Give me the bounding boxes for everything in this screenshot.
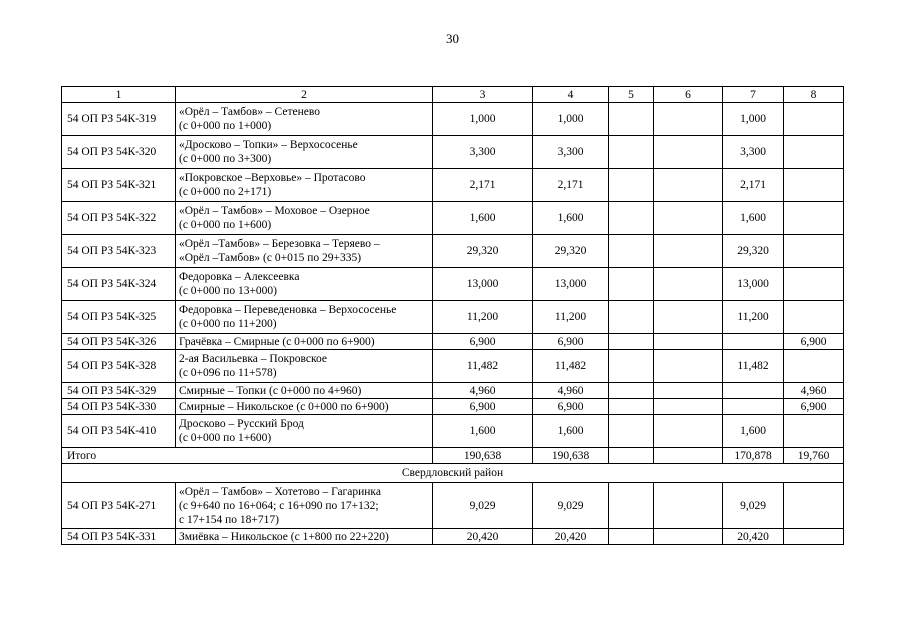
- road-name-line: (с 0+000 по 1+600): [179, 219, 272, 231]
- value-cell-c3: 1,000: [433, 103, 533, 136]
- road-code: 54 ОП РЗ 54К-325: [62, 301, 176, 334]
- value-cell-c8: [784, 529, 844, 545]
- value-cell-c7: [723, 399, 784, 415]
- value-cell-c3: 1,600: [433, 415, 533, 448]
- road-name: [176, 350, 433, 383]
- value-cell-c3: 1,600: [433, 202, 533, 235]
- table-row: [62, 334, 844, 350]
- road-name: [176, 483, 433, 529]
- value-cell-c5: [609, 334, 654, 350]
- value-cell-c6: [654, 399, 723, 415]
- value-cell-c8: [784, 169, 844, 202]
- value-cell-c7: [723, 334, 784, 350]
- value-cell-c4: 11,482: [533, 350, 609, 383]
- road-name: [176, 235, 433, 268]
- header-row: [62, 87, 844, 103]
- value-cell-c8: 6,900: [784, 334, 844, 350]
- col-header: 6: [654, 87, 723, 103]
- value-cell-c6: [654, 169, 723, 202]
- value-cell-c5: [609, 483, 654, 529]
- value-cell-c7: 11,200: [723, 301, 784, 334]
- value-cell-c8: [784, 202, 844, 235]
- value-cell-c7: [723, 383, 784, 399]
- value-cell-c8: [784, 415, 844, 448]
- page-number: 30: [446, 31, 459, 46]
- value-cell-c8: 4,960: [784, 383, 844, 399]
- value-cell-c4: 29,320: [533, 235, 609, 268]
- value-cell-c7: 20,420: [723, 529, 784, 545]
- value-cell-c4: 6,900: [533, 399, 609, 415]
- value-cell-c7: 1,600: [723, 202, 784, 235]
- value-cell-c6: [654, 103, 723, 136]
- road-name-line: Дросково – Русский Брод: [179, 418, 304, 430]
- value-cell-c5: [609, 235, 654, 268]
- road-name-line: (с 0+000 по 3+300): [179, 153, 272, 165]
- road-name-line: с 17+154 по 18+717): [179, 513, 279, 526]
- value-cell-c3: 11,482: [433, 350, 533, 383]
- road-code: 54 ОП РЗ 54К-319: [62, 103, 176, 136]
- value-cell-c3: 13,000: [433, 268, 533, 301]
- table-row: [62, 202, 844, 235]
- total-c5: [609, 448, 654, 464]
- road-name-line: Грачёвка – Смирные (с 0+000 по 6+900): [179, 335, 375, 348]
- value-cell-c7: 2,171: [723, 169, 784, 202]
- section-row: [62, 464, 844, 483]
- value-cell-c8: [784, 350, 844, 383]
- road-code: 54 ОП РЗ 54К-322: [62, 202, 176, 235]
- road-code: 54 ОП РЗ 54К-326: [62, 334, 176, 350]
- value-cell-c5: [609, 350, 654, 383]
- road-name-line: «Орёл – Тамбов» – Моховое – Озерное: [179, 205, 370, 217]
- value-cell-c3: 6,900: [433, 399, 533, 415]
- value-cell-c5: [609, 169, 654, 202]
- value-cell-c8: [784, 103, 844, 136]
- value-cell-c6: [654, 136, 723, 169]
- road-name-line: (с 0+000 по 11+200): [179, 318, 277, 330]
- value-cell-c4: 3,300: [533, 136, 609, 169]
- total-c7: 170,878: [723, 448, 784, 464]
- road-name: [176, 334, 433, 350]
- value-cell-c3: 2,171: [433, 169, 533, 202]
- value-cell-c3: 20,420: [433, 529, 533, 545]
- road-code: 54 ОП РЗ 54К-410: [62, 415, 176, 448]
- value-cell-c5: [609, 268, 654, 301]
- table-row: [62, 415, 844, 448]
- table-row: [62, 483, 844, 529]
- value-cell-c4: 1,600: [533, 415, 609, 448]
- value-cell-c5: [609, 399, 654, 415]
- value-cell-c3: 4,960: [433, 383, 533, 399]
- col-header: 3: [433, 87, 533, 103]
- road-name: [176, 103, 433, 136]
- col-header: 7: [723, 87, 784, 103]
- value-cell-c8: [784, 268, 844, 301]
- road-name-line: Федоровка – Алексеевка: [179, 271, 300, 283]
- value-cell-c8: [784, 483, 844, 529]
- table-row: [62, 136, 844, 169]
- road-name-line: Федоровка – Переведеновка – Верхососенье: [179, 304, 397, 316]
- col-header: 8: [784, 87, 844, 103]
- value-cell-c6: [654, 350, 723, 383]
- road-name-line: Смирные – Никольское (с 0+000 по 6+900): [179, 400, 389, 413]
- total-c8: 19,760: [784, 448, 844, 464]
- value-cell-c4: 13,000: [533, 268, 609, 301]
- value-cell-c6: [654, 415, 723, 448]
- value-cell-c4: 1,000: [533, 103, 609, 136]
- value-cell-c8: [784, 136, 844, 169]
- road-name-line: (с 0+000 по 13+000): [179, 285, 278, 297]
- road-code: 54 ОП РЗ 54К-329: [62, 383, 176, 399]
- table-row: [62, 399, 844, 415]
- value-cell-c3: 29,320: [433, 235, 533, 268]
- table-row: [62, 350, 844, 383]
- road-name-line: «Орёл –Тамбов» – Березовка – Теряево –: [179, 238, 380, 250]
- road-name: [176, 399, 433, 415]
- table-row: [62, 103, 844, 136]
- road-name-line: «Орёл – Тамбов» – Сетенево: [179, 106, 320, 118]
- value-cell-c5: [609, 383, 654, 399]
- value-cell-c3: 3,300: [433, 136, 533, 169]
- value-cell-c6: [654, 268, 723, 301]
- road-code: 54 ОП РЗ 54К-331: [62, 529, 176, 545]
- col-header: 4: [533, 87, 609, 103]
- value-cell-c7: 13,000: [723, 268, 784, 301]
- value-cell-c4: 20,420: [533, 529, 609, 545]
- value-cell-c8: [784, 235, 844, 268]
- value-cell-c7: 29,320: [723, 235, 784, 268]
- road-name: [176, 268, 433, 301]
- value-cell-c6: [654, 301, 723, 334]
- col-header: 5: [609, 87, 654, 103]
- road-code: 54 ОП РЗ 54К-321: [62, 169, 176, 202]
- value-cell-c6: [654, 235, 723, 268]
- road-name-line: (с 0+000 по 2+171): [179, 186, 272, 198]
- road-name-line: (с 0+000 по 1+600): [179, 432, 272, 444]
- table-row: [62, 169, 844, 202]
- total-c4: 190,638: [533, 448, 609, 464]
- total-row: [62, 448, 844, 464]
- value-cell-c6: [654, 202, 723, 235]
- value-cell-c5: [609, 415, 654, 448]
- value-cell-c6: [654, 334, 723, 350]
- road-name-line: 2-ая Васильевка – Покровское: [179, 353, 328, 365]
- road-name-line: Змиёвка – Никольское (с 1+800 по 22+220): [179, 530, 389, 543]
- road-name-line: (с 0+000 по 1+000): [179, 120, 272, 132]
- road-name-line: Смирные – Топки (с 0+000 по 4+960): [179, 384, 362, 397]
- total-label: Итого: [62, 448, 433, 464]
- table-row: [62, 529, 844, 545]
- table-row: [62, 268, 844, 301]
- value-cell-c7: 11,482: [723, 350, 784, 383]
- road-name-line: «Дросково – Топки» – Верхососенье: [179, 139, 358, 151]
- table-row: [62, 301, 844, 334]
- road-name: [176, 383, 433, 399]
- section-title: Свердловский район: [62, 464, 844, 483]
- road-name: [176, 529, 433, 545]
- total-c3: 190,638: [433, 448, 533, 464]
- road-code: 54 ОП РЗ 54К-328: [62, 350, 176, 383]
- value-cell-c5: [609, 103, 654, 136]
- road-name: [176, 169, 433, 202]
- road-code: 54 ОП РЗ 54К-323: [62, 235, 176, 268]
- value-cell-c3: 6,900: [433, 334, 533, 350]
- road-name-line: «Орёл –Тамбов» (с 0+015 по 29+335): [179, 252, 362, 264]
- value-cell-c5: [609, 301, 654, 334]
- value-cell-c4: 6,900: [533, 334, 609, 350]
- road-code: 54 ОП РЗ 54К-271: [62, 483, 176, 529]
- value-cell-c5: [609, 202, 654, 235]
- road-name: [176, 202, 433, 235]
- value-cell-c7: 9,029: [723, 483, 784, 529]
- value-cell-c8: 6,900: [784, 399, 844, 415]
- table-row: [62, 235, 844, 268]
- road-name: [176, 301, 433, 334]
- value-cell-c4: 1,600: [533, 202, 609, 235]
- road-name: [176, 136, 433, 169]
- total-c6: [654, 448, 723, 464]
- value-cell-c5: [609, 529, 654, 545]
- value-cell-c6: [654, 483, 723, 529]
- value-cell-c4: 11,200: [533, 301, 609, 334]
- col-header: 2: [176, 87, 433, 103]
- value-cell-c4: 4,960: [533, 383, 609, 399]
- table-row: [62, 383, 844, 399]
- col-header: 1: [62, 87, 176, 103]
- value-cell-c7: 1,000: [723, 103, 784, 136]
- roads-table: [61, 86, 844, 545]
- value-cell-c4: 9,029: [533, 483, 609, 529]
- road-code: 54 ОП РЗ 54К-324: [62, 268, 176, 301]
- value-cell-c3: 9,029: [433, 483, 533, 529]
- road-code: 54 ОП РЗ 54К-320: [62, 136, 176, 169]
- road-name-line: «Покровское –Верховье» – Протасово: [179, 172, 366, 184]
- road-name-line: (с 0+096 по 11+578): [179, 367, 277, 379]
- value-cell-c7: 3,300: [723, 136, 784, 169]
- value-cell-c7: 1,600: [723, 415, 784, 448]
- value-cell-c6: [654, 383, 723, 399]
- value-cell-c3: 11,200: [433, 301, 533, 334]
- road-name-line: (с 9+640 по 16+064; с 16+090 по 17+132;: [179, 499, 379, 512]
- road-name: [176, 415, 433, 448]
- road-code: 54 ОП РЗ 54К-330: [62, 399, 176, 415]
- value-cell-c5: [609, 136, 654, 169]
- road-name-line: «Орёл – Тамбов» – Хотетово – Гагаринка: [179, 485, 381, 498]
- value-cell-c6: [654, 529, 723, 545]
- value-cell-c4: 2,171: [533, 169, 609, 202]
- value-cell-c8: [784, 301, 844, 334]
